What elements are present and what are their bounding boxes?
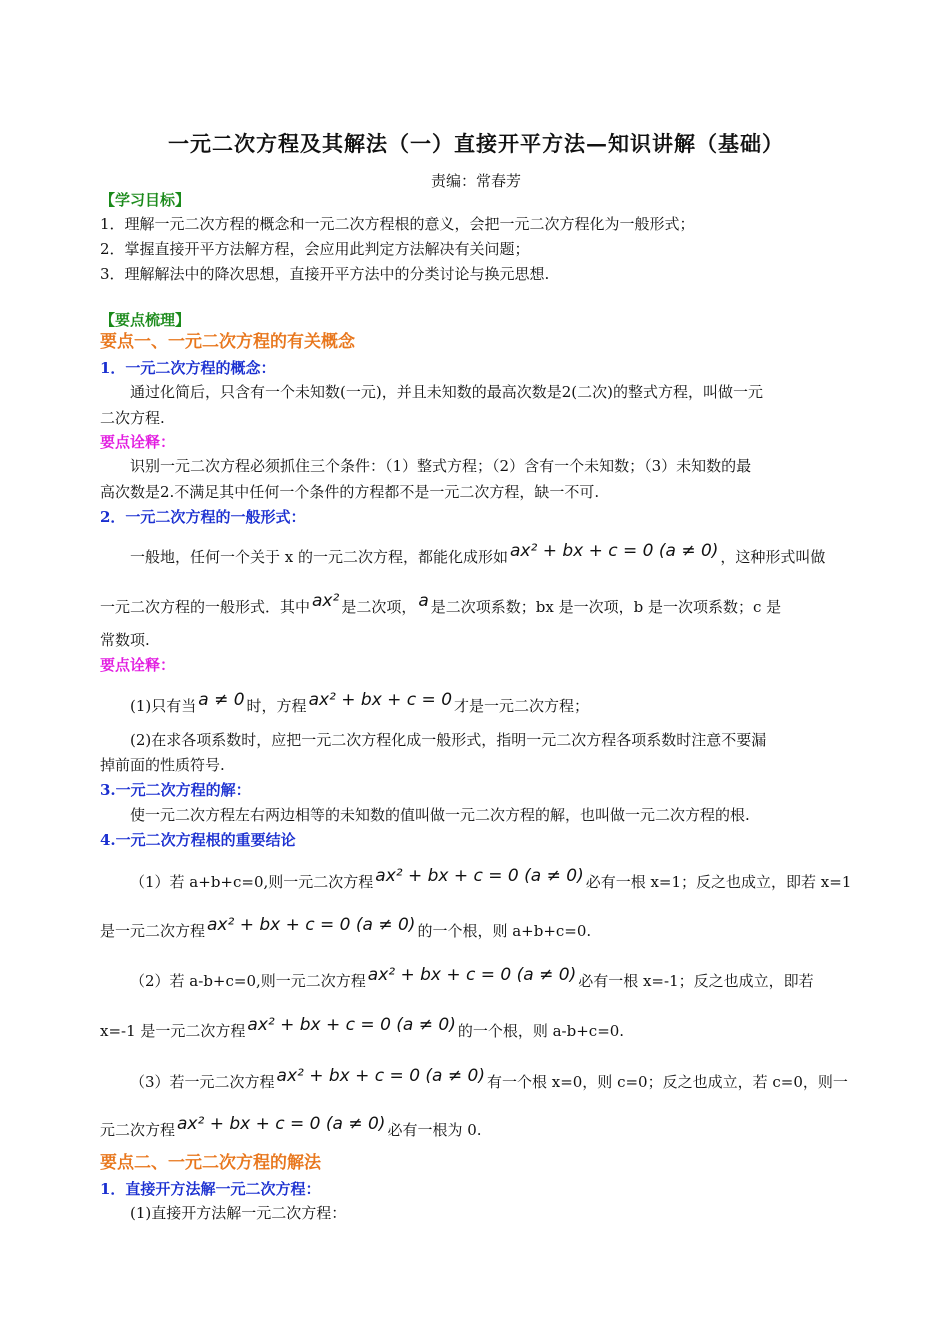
paragraph: 元二次方程 ax² + bx + c = 0 (a ≠ 0) 必有一根为 0.: [100, 1114, 482, 1139]
paragraph: 常数项.: [100, 631, 150, 649]
paragraph: 一元二次方程的一般形式．其中 ax² 是二次项， a 是二次项系数；bx 是一次项，b 是一次项系数；c 是: [100, 591, 782, 616]
paragraph: 是一元二次方程 ax² + bx + c = 0 (a ≠ 0) 的一个根，则 a+b+c=0.: [100, 915, 592, 940]
s2-heading: 2．一元二次方程的一般形式：: [100, 508, 306, 526]
formula-eq: ax² + bx + c = 0: [308, 690, 453, 710]
paragraph: 掉前面的性质符号.: [100, 756, 225, 774]
formula-general-form: ax² + bx + c = 0 (a ≠ 0): [207, 915, 416, 935]
s1-heading: 1．直接开方法解一元二次方程：: [100, 1180, 321, 1198]
paragraph: 识别一元二次方程必须抓住三个条件：（1）整式方程；（2）含有一个未知数；（3）未知数的最: [130, 457, 752, 475]
s1-heading: 1．一元二次方程的概念：: [100, 359, 276, 377]
paragraph: 通过化简后，只含有一个未知数(一元)，并且未知数的最高次数是2(二次)的整式方程，叫做一元: [130, 383, 763, 401]
formula-general-form: ax² + bx + c = 0 (a ≠ 0): [247, 1015, 456, 1035]
formula-a: a: [418, 591, 429, 611]
paragraph: (1)只有当 a ≠ 0 时，方程 ax² + bx + c = 0 才是一元二次方程；: [130, 690, 590, 715]
s3-heading: 3.一元二次方程的解：: [100, 781, 251, 799]
point2-heading: 要点二、一元二次方程的解法: [100, 1153, 321, 1173]
paragraph: （3）若一元二次方程 ax² + bx + c = 0 (a ≠ 0) 有一个根 x=0，则 c=0；反之也成立，若 c=0，则一: [130, 1066, 848, 1091]
note-label: 要点诠释：: [100, 656, 176, 674]
formula-ax2: ax²: [312, 591, 340, 611]
formula-a-ne-0: a ≠ 0: [198, 690, 245, 710]
paragraph: 二次方程.: [100, 409, 165, 427]
paragraph: x=-1 是一元二次方程 ax² + bx + c = 0 (a ≠ 0) 的一个根，则 a-b+c=0.: [100, 1015, 625, 1040]
editor-credit: 责编：常春芳: [430, 172, 521, 190]
page-title: 一元二次方程及其解法（一）直接开平方法—知识讲解（基础）: [168, 131, 784, 156]
paragraph: 使一元二次方程左右两边相等的未知数的值叫做一元二次方程的解，也叫做一元二次方程的根.: [130, 806, 750, 824]
paragraph: (1)直接开方法解一元二次方程：: [130, 1204, 347, 1222]
s4-heading: 4.一元二次方程根的重要结论: [100, 831, 296, 849]
formula-general-form: ax² + bx + c = 0 (a ≠ 0): [367, 965, 577, 985]
formula-general-form: ax² + bx + c = 0 (a ≠ 0): [375, 866, 584, 886]
paragraph: （2）若 a-b+c=0,则一元二次方程 ax² + bx + c = 0 (a ≠ 0) 必有一根 x=-1；反之也成立，即若: [130, 965, 814, 990]
goals-heading: 【学习目标】: [100, 191, 191, 209]
paragraph: （1）若 a+b+c=0,则一元二次方程 ax² + bx + c = 0 (a ≠ 0) 必有一根 x=1；反之也成立，即若 x=1: [130, 866, 852, 891]
formula-general-form: ax² + bx + c = 0 (a ≠ 0): [276, 1066, 485, 1086]
goal-item: 2．掌握直接开平方法解方程，会应用此判定方法解决有关问题；: [100, 240, 530, 258]
formula-general-form: ax² + bx + c = 0 (a ≠ 0): [177, 1114, 386, 1134]
goal-item: 1．理解一元二次方程的概念和一元二次方程根的意义，会把一元二次方程化为一般形式；: [100, 215, 695, 233]
paragraph: 高次数是2.不满足其中任何一个条件的方程都不是一元二次方程，缺一不可.: [100, 483, 600, 501]
paragraph: 一般地，任何一个关于 x 的一元二次方程，都能化成形如 ax² + bx + c = 0 (a ≠ 0) ，这种形式叫做: [130, 541, 826, 566]
point1-heading: 要点一、一元二次方程的有关概念: [100, 332, 355, 352]
note-label: 要点诠释：: [100, 433, 176, 451]
points-heading: 【要点梳理】: [100, 311, 191, 329]
goal-item: 3．理解解法中的降次思想，直接开平方法中的分类讨论与换元思想.: [100, 265, 550, 283]
paragraph: (2)在求各项系数时，应把一元二次方程化成一般形式，指明一元二次方程各项系数时注意不要漏: [130, 731, 767, 749]
formula-general-form: ax² + bx + c = 0 (a ≠ 0): [510, 541, 719, 561]
